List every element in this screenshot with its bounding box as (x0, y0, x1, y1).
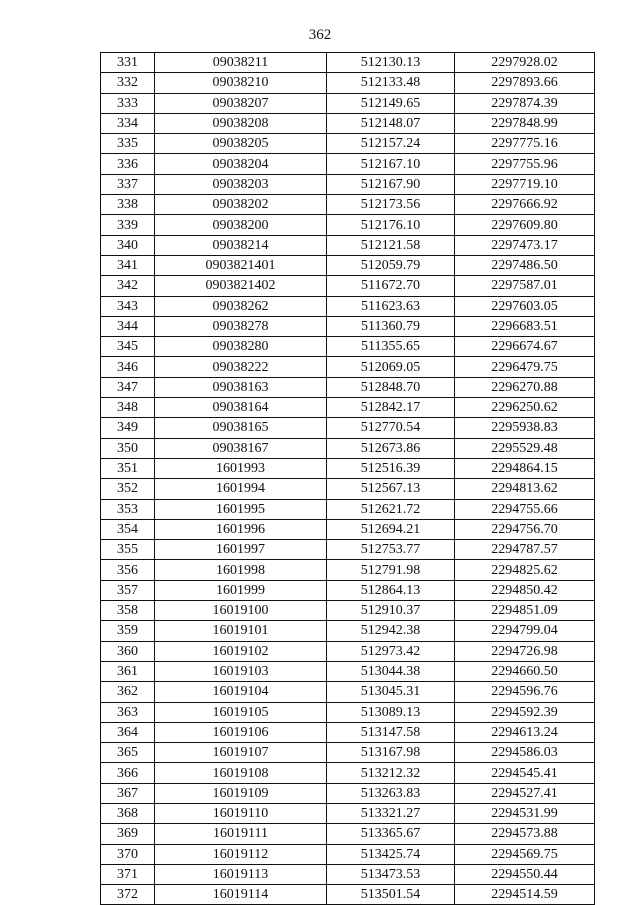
point-id-cell: 09038165 (155, 418, 327, 438)
y-coordinate-cell: 2294850.42 (455, 580, 595, 600)
x-coordinate-cell: 512973.42 (327, 641, 455, 661)
y-coordinate-cell: 2295938.83 (455, 418, 595, 438)
table-row (101, 803, 595, 823)
table-row (101, 641, 595, 661)
point-id-cell: 16019102 (155, 641, 327, 661)
point-id-cell: 09038205 (155, 134, 327, 154)
x-coordinate-cell: 513425.74 (327, 844, 455, 864)
y-coordinate-cell: 2294799.04 (455, 621, 595, 641)
point-id-cell: 1601999 (155, 580, 327, 600)
x-coordinate-cell: 512694.21 (327, 519, 455, 539)
table-row (101, 885, 595, 905)
x-coordinate-cell: 512848.70 (327, 377, 455, 397)
table-row (101, 93, 595, 113)
table-row (101, 479, 595, 499)
point-id-cell: 1601994 (155, 479, 327, 499)
row-index-cell: 370 (101, 844, 155, 864)
y-coordinate-cell: 2294596.76 (455, 682, 595, 702)
point-id-cell: 16019108 (155, 763, 327, 783)
table-row (101, 316, 595, 336)
table-row (101, 337, 595, 357)
x-coordinate-cell: 512069.05 (327, 357, 455, 377)
point-id-cell: 0903821401 (155, 255, 327, 275)
row-index-cell: 361 (101, 661, 155, 681)
table-row (101, 174, 595, 194)
y-coordinate-cell: 2297874.39 (455, 93, 595, 113)
y-coordinate-cell: 2296479.75 (455, 357, 595, 377)
y-coordinate-cell: 2297587.01 (455, 276, 595, 296)
table-row (101, 580, 595, 600)
x-coordinate-cell: 513263.83 (327, 783, 455, 803)
row-index-cell: 336 (101, 154, 155, 174)
y-coordinate-cell: 2294825.62 (455, 560, 595, 580)
x-coordinate-cell: 511360.79 (327, 316, 455, 336)
point-id-cell: 16019114 (155, 885, 327, 905)
y-coordinate-cell: 2294586.03 (455, 743, 595, 763)
x-coordinate-cell: 512059.79 (327, 255, 455, 275)
x-coordinate-cell: 512864.13 (327, 580, 455, 600)
table-row (101, 601, 595, 621)
point-id-cell: 16019109 (155, 783, 327, 803)
page-number: 362 (308, 27, 332, 43)
table-row (101, 134, 595, 154)
table-row (101, 824, 595, 844)
table-row (101, 844, 595, 864)
point-id-cell: 1601993 (155, 458, 327, 478)
x-coordinate-cell: 512770.54 (327, 418, 455, 438)
point-id-cell: 09038204 (155, 154, 327, 174)
point-id-cell: 09038262 (155, 296, 327, 316)
coordinates-table (100, 52, 595, 905)
point-id-cell: 09038211 (155, 53, 327, 73)
y-coordinate-cell: 2296683.51 (455, 316, 595, 336)
y-coordinate-cell: 2294569.75 (455, 844, 595, 864)
x-coordinate-cell: 511623.63 (327, 296, 455, 316)
y-coordinate-cell: 2297609.80 (455, 215, 595, 235)
y-coordinate-cell: 2294592.39 (455, 702, 595, 722)
row-index-cell: 368 (101, 803, 155, 823)
x-coordinate-cell: 512791.98 (327, 560, 455, 580)
table-row (101, 621, 595, 641)
table-row (101, 519, 595, 539)
x-coordinate-cell: 512121.58 (327, 235, 455, 255)
table-row (101, 702, 595, 722)
x-coordinate-cell: 512516.39 (327, 458, 455, 478)
y-coordinate-cell: 2297928.02 (455, 53, 595, 73)
x-coordinate-cell: 513045.31 (327, 682, 455, 702)
x-coordinate-cell: 511355.65 (327, 337, 455, 357)
y-coordinate-cell: 2294573.88 (455, 824, 595, 844)
table-row (101, 357, 595, 377)
y-coordinate-cell: 2294531.99 (455, 803, 595, 823)
row-index-cell: 332 (101, 73, 155, 93)
table-row (101, 377, 595, 397)
x-coordinate-cell: 512942.38 (327, 621, 455, 641)
table-row (101, 276, 595, 296)
table-row (101, 458, 595, 478)
point-id-cell: 1601995 (155, 499, 327, 519)
y-coordinate-cell: 2297486.50 (455, 255, 595, 275)
row-index-cell: 334 (101, 113, 155, 133)
table-row (101, 783, 595, 803)
row-index-cell: 341 (101, 255, 155, 275)
row-index-cell: 349 (101, 418, 155, 438)
row-index-cell: 343 (101, 296, 155, 316)
point-id-cell: 16019107 (155, 743, 327, 763)
row-index-cell: 363 (101, 702, 155, 722)
point-id-cell: 16019112 (155, 844, 327, 864)
x-coordinate-cell: 513089.13 (327, 702, 455, 722)
point-id-cell: 16019113 (155, 864, 327, 884)
table-row (101, 215, 595, 235)
point-id-cell: 09038202 (155, 195, 327, 215)
row-index-cell: 365 (101, 743, 155, 763)
x-coordinate-cell: 512173.56 (327, 195, 455, 215)
row-index-cell: 347 (101, 377, 155, 397)
y-coordinate-cell: 2294726.98 (455, 641, 595, 661)
point-id-cell: 16019106 (155, 722, 327, 742)
point-id-cell: 16019110 (155, 803, 327, 823)
row-index-cell: 359 (101, 621, 155, 641)
x-coordinate-cell: 512157.24 (327, 134, 455, 154)
point-id-cell: 16019101 (155, 621, 327, 641)
point-id-cell: 09038278 (155, 316, 327, 336)
y-coordinate-cell: 2297473.17 (455, 235, 595, 255)
y-coordinate-cell: 2294613.24 (455, 722, 595, 742)
point-id-cell: 09038163 (155, 377, 327, 397)
row-index-cell: 366 (101, 763, 155, 783)
y-coordinate-cell: 2297666.92 (455, 195, 595, 215)
point-id-cell: 09038210 (155, 73, 327, 93)
row-index-cell: 354 (101, 519, 155, 539)
table-row (101, 255, 595, 275)
x-coordinate-cell: 512149.65 (327, 93, 455, 113)
y-coordinate-cell: 2294787.57 (455, 540, 595, 560)
y-coordinate-cell: 2297893.66 (455, 73, 595, 93)
y-coordinate-cell: 2294527.41 (455, 783, 595, 803)
row-index-cell: 372 (101, 885, 155, 905)
row-index-cell: 371 (101, 864, 155, 884)
x-coordinate-cell: 512133.48 (327, 73, 455, 93)
x-coordinate-cell: 512567.13 (327, 479, 455, 499)
y-coordinate-cell: 2295529.48 (455, 438, 595, 458)
row-index-cell: 352 (101, 479, 155, 499)
point-id-cell: 1601996 (155, 519, 327, 539)
row-index-cell: 346 (101, 357, 155, 377)
y-coordinate-cell: 2294660.50 (455, 661, 595, 681)
y-coordinate-cell: 2296270.88 (455, 377, 595, 397)
point-id-cell: 09038167 (155, 438, 327, 458)
y-coordinate-cell: 2296250.62 (455, 398, 595, 418)
row-index-cell: 358 (101, 601, 155, 621)
y-coordinate-cell: 2294514.59 (455, 885, 595, 905)
row-index-cell: 345 (101, 337, 155, 357)
point-id-cell: 16019111 (155, 824, 327, 844)
point-id-cell: 16019105 (155, 702, 327, 722)
point-id-cell: 09038208 (155, 113, 327, 133)
y-coordinate-cell: 2297755.96 (455, 154, 595, 174)
row-index-cell: 340 (101, 235, 155, 255)
table-row (101, 540, 595, 560)
table-row (101, 73, 595, 93)
y-coordinate-cell: 2294851.09 (455, 601, 595, 621)
x-coordinate-cell: 513044.38 (327, 661, 455, 681)
point-id-cell: 16019104 (155, 682, 327, 702)
y-coordinate-cell: 2297848.99 (455, 113, 595, 133)
table-row (101, 743, 595, 763)
point-id-cell: 16019100 (155, 601, 327, 621)
row-index-cell: 357 (101, 580, 155, 600)
x-coordinate-cell: 513473.53 (327, 864, 455, 884)
point-id-cell: 09038222 (155, 357, 327, 377)
table-row (101, 661, 595, 681)
x-coordinate-cell: 513212.32 (327, 763, 455, 783)
row-index-cell: 364 (101, 722, 155, 742)
point-id-cell: 09038280 (155, 337, 327, 357)
x-coordinate-cell: 513167.98 (327, 743, 455, 763)
table-row (101, 398, 595, 418)
row-index-cell: 367 (101, 783, 155, 803)
table-row (101, 296, 595, 316)
table-row (101, 113, 595, 133)
row-index-cell: 337 (101, 174, 155, 194)
point-id-cell: 0903821402 (155, 276, 327, 296)
row-index-cell: 348 (101, 398, 155, 418)
point-id-cell: 09038207 (155, 93, 327, 113)
table-body (101, 53, 595, 905)
x-coordinate-cell: 512910.37 (327, 601, 455, 621)
x-coordinate-cell: 512167.10 (327, 154, 455, 174)
row-index-cell: 350 (101, 438, 155, 458)
x-coordinate-cell: 513321.27 (327, 803, 455, 823)
row-index-cell: 331 (101, 53, 155, 73)
y-coordinate-cell: 2297603.05 (455, 296, 595, 316)
y-coordinate-cell: 2294545.41 (455, 763, 595, 783)
x-coordinate-cell: 512148.07 (327, 113, 455, 133)
x-coordinate-cell: 512673.86 (327, 438, 455, 458)
x-coordinate-cell: 512621.72 (327, 499, 455, 519)
y-coordinate-cell: 2297719.10 (455, 174, 595, 194)
row-index-cell: 356 (101, 560, 155, 580)
row-index-cell: 344 (101, 316, 155, 336)
point-id-cell: 1601997 (155, 540, 327, 560)
point-id-cell: 16019103 (155, 661, 327, 681)
table-row (101, 722, 595, 742)
row-index-cell: 355 (101, 540, 155, 560)
x-coordinate-cell: 512167.90 (327, 174, 455, 194)
table-row (101, 418, 595, 438)
row-index-cell: 362 (101, 682, 155, 702)
table-row (101, 438, 595, 458)
x-coordinate-cell: 512842.17 (327, 398, 455, 418)
point-id-cell: 1601998 (155, 560, 327, 580)
y-coordinate-cell: 2296674.67 (455, 337, 595, 357)
row-index-cell: 369 (101, 824, 155, 844)
row-index-cell: 351 (101, 458, 155, 478)
y-coordinate-cell: 2294813.62 (455, 479, 595, 499)
x-coordinate-cell: 513365.67 (327, 824, 455, 844)
x-coordinate-cell: 511672.70 (327, 276, 455, 296)
point-id-cell: 09038200 (155, 215, 327, 235)
x-coordinate-cell: 512176.10 (327, 215, 455, 235)
table-row (101, 154, 595, 174)
table-row (101, 235, 595, 255)
table-row (101, 682, 595, 702)
row-index-cell: 342 (101, 276, 155, 296)
x-coordinate-cell: 512753.77 (327, 540, 455, 560)
x-coordinate-cell: 513501.54 (327, 885, 455, 905)
y-coordinate-cell: 2294755.66 (455, 499, 595, 519)
row-index-cell: 360 (101, 641, 155, 661)
row-index-cell: 333 (101, 93, 155, 113)
x-coordinate-cell: 512130.13 (327, 53, 455, 73)
y-coordinate-cell: 2294756.70 (455, 519, 595, 539)
table-row (101, 195, 595, 215)
table-row (101, 53, 595, 73)
point-id-cell: 09038214 (155, 235, 327, 255)
row-index-cell: 338 (101, 195, 155, 215)
table-row (101, 864, 595, 884)
row-index-cell: 339 (101, 215, 155, 235)
y-coordinate-cell: 2294550.44 (455, 864, 595, 884)
x-coordinate-cell: 513147.58 (327, 722, 455, 742)
table-row (101, 499, 595, 519)
y-coordinate-cell: 2294864.15 (455, 458, 595, 478)
point-id-cell: 09038164 (155, 398, 327, 418)
table-row (101, 763, 595, 783)
table-row (101, 560, 595, 580)
point-id-cell: 09038203 (155, 174, 327, 194)
row-index-cell: 335 (101, 134, 155, 154)
y-coordinate-cell: 2297775.16 (455, 134, 595, 154)
row-index-cell: 353 (101, 499, 155, 519)
